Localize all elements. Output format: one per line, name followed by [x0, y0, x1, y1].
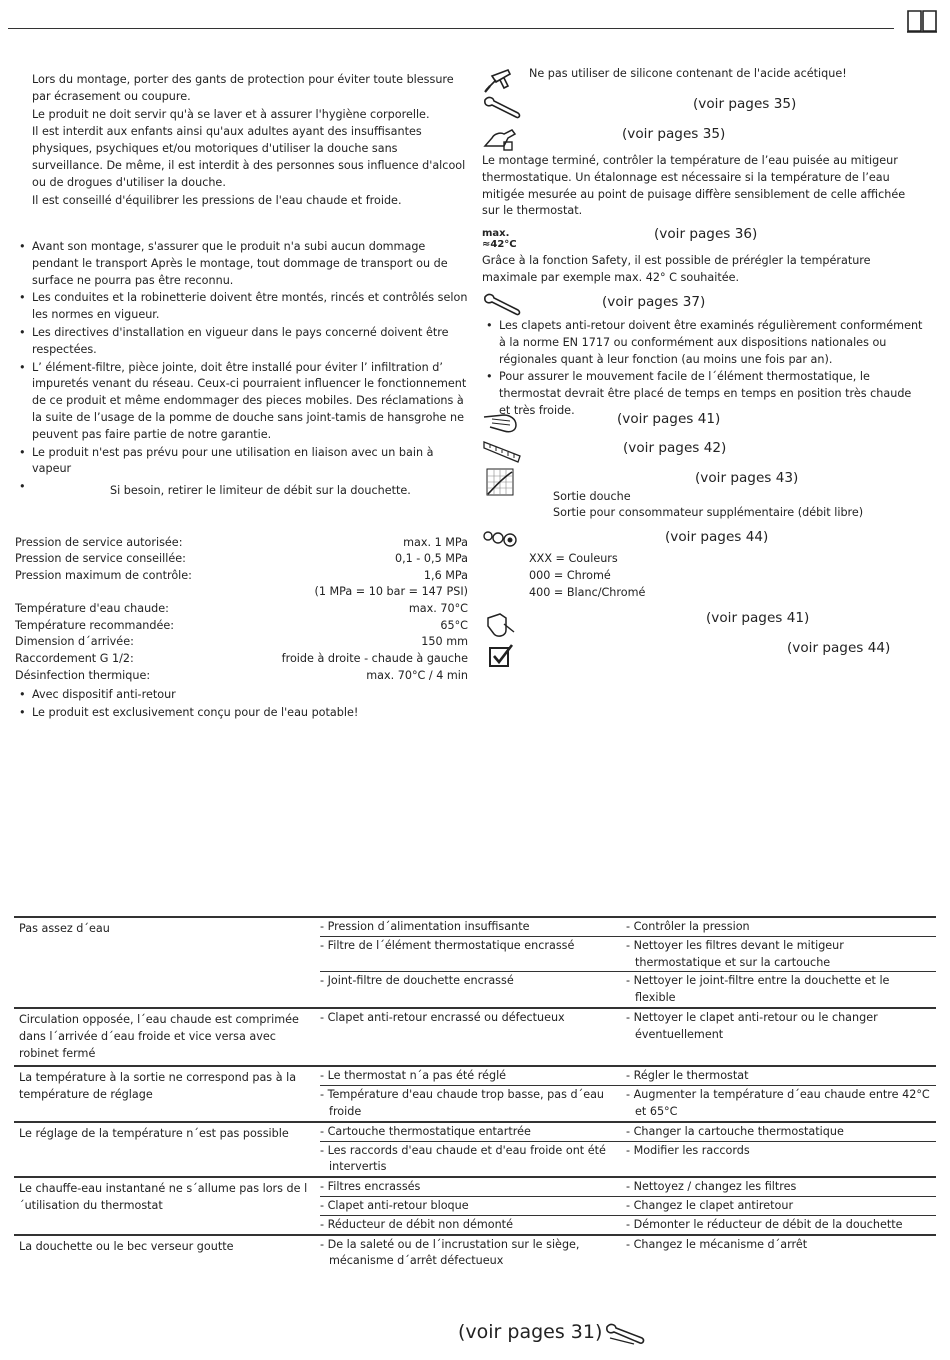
- color-code-list: [529, 551, 645, 601]
- flow-limiter-note: Si besoin, retirer le limiteur de débit sur la douchette.: [110, 484, 411, 497]
- remedy-cell: - Nettoyer le clapet anti-retour ou le changer éventuellement: [626, 1010, 878, 1041]
- sortie-douche: Sortie douche: [553, 490, 631, 503]
- remedy-cell: - Nettoyer le joint-filtre entre la douchette et le flexible: [626, 974, 890, 1005]
- problem-cell: La douchette ou le bec verseur goutte: [19, 1239, 234, 1253]
- maintenance-bullet: • Les clapets anti-retour doivent être examinés régulièrement conformément à la norme EN 1717 ou conformément aux dispositions nationales ou régionales quant à leur fonction (au moins une fois par an).: [483, 318, 923, 368]
- troubleshooting-table: [14, 916, 936, 1270]
- spare-parts-icon: [482, 528, 522, 552]
- table-group: [14, 1234, 936, 1271]
- spec-bullets: [16, 687, 468, 722]
- install-bullet: • Les directives d'installation en vigueur dans le pays concerné doivent être respectées.: [16, 325, 468, 359]
- spec-row: Raccordement G 1/2: froide à droite - chaude à gauche: [15, 652, 468, 665]
- spec-row: Température d'eau chaude: max. 70°C: [15, 602, 468, 615]
- wrench-icon: [482, 292, 522, 318]
- spec-row: Pression maximum de contrôle: 1,6 MPa: [15, 569, 468, 582]
- safety-pressure: Il est conseillé d'équilibrer les pressions de l'eau chaude et froide.: [32, 193, 402, 207]
- remedy-cell: - Changez le mécanisme d´arrêt: [626, 1237, 808, 1251]
- cause-cell: - Filtres encrassés: [320, 1180, 421, 1194]
- flow-diagram-icon: [486, 468, 514, 496]
- spec-row: Désinfection thermique: max. 70°C / 4 min: [15, 669, 468, 682]
- cause-cell: - Pression d´alimentation insuffisante: [320, 920, 530, 933]
- spec-row: Pression de service autorisée: max. 1 MPa: [15, 536, 468, 549]
- cause-cell: - Les raccords d'eau chaude et d'eau froide ont été intervertis: [320, 1143, 606, 1174]
- maintenance-bullet: • Pour assurer le mouvement facile de l´élément thermostatique, le thermostat devrait être placé de temps en temps en position très chaude et très froide.: [483, 369, 923, 419]
- cause-cell: - Réducteur de débit non démonté: [320, 1217, 513, 1231]
- table-row: [320, 1196, 936, 1215]
- safety-children: Il est interdit aux enfants ainsi qu'aux adultes ayant des insuffisantes physiques, psychiques et/ou motoriques d'utiliser la douche sans surveillance. De même, il est interdit à des personnes sous influence d'alcool ou de drogues d'utiliser la douche.: [32, 125, 466, 189]
- remedy-cell: - Démonter le réducteur de débit de la douchette: [626, 1217, 903, 1231]
- spec-bullet: • Le produit est exclusivement conçu pour de l'eau potable!: [16, 705, 468, 722]
- cause-cell: - Cartouche thermostatique entartrée: [320, 1124, 531, 1138]
- install-bullets: [16, 239, 468, 496]
- color-code: 400 = Blanc/Chromé: [529, 585, 646, 599]
- voir-pages-35-a: (voir pages 35): [693, 96, 797, 112]
- problem-cell: Pas assez d´eau: [19, 922, 110, 935]
- ruler-icon: [482, 438, 522, 464]
- table-row: [320, 918, 936, 936]
- cause-cell: - Clapet anti-retour encrassé ou défectueux: [320, 1010, 565, 1024]
- table-group: [14, 1007, 936, 1065]
- hand-adjust-icon: [482, 124, 520, 152]
- table-row: [320, 1178, 936, 1196]
- voir-pages-36: (voir pages 36): [654, 226, 758, 242]
- remedy-cell: - Modifier les raccords: [626, 1143, 750, 1157]
- safety-usage: Le produit ne doit servir qu'à se laver et à assurer l'hygiène corporelle.: [32, 107, 430, 121]
- silicone-gun-icon: [482, 66, 518, 94]
- table-group: [14, 916, 936, 1007]
- spec-bullet: • Avec dispositif anti-retour: [16, 687, 468, 704]
- silicone-warning: Ne pas utiliser de silicone contenant de l'acide acétique!: [529, 67, 847, 80]
- install-bullet: • L’ élément-filtre, pièce jointe, doit être installé pour éviter l’ infiltration d’ impuretés venant du réseau. Ceux-ci pourraient influencer le fonctionnement de ce produit et même endommager des pieces mobiles. Des réclamations à la suite de l’usage de la pomme de douche sans joint-tamis de hansgrohe ne peuvent pas faire partie de notre garantie.: [16, 360, 468, 444]
- sortie-consommateur: Sortie pour consommateur supplémentaire (débit libre): [553, 506, 864, 519]
- voir-pages-37: (voir pages 37): [602, 294, 706, 310]
- color-code: XXX = Couleurs: [529, 552, 618, 565]
- voir-pages-35-b: (voir pages 35): [622, 126, 726, 142]
- remedy-cell: - Nettoyez / changez les filtres: [626, 1180, 797, 1194]
- table-row: [320, 1141, 936, 1177]
- remedy-cell: - Changer la cartouche thermostatique: [626, 1124, 844, 1138]
- safety-notes: [32, 72, 468, 209]
- remedy-cell: - Contrôler la pression: [626, 920, 750, 933]
- remedy-cell: - Nettoyer les filtres devant le mitigeur thermostatique et sur la cartouche: [626, 938, 844, 969]
- checkbox-checked-icon: [488, 644, 514, 668]
- table-row: [320, 1085, 936, 1121]
- voir-pages-42: (voir pages 42): [623, 440, 727, 456]
- remedy-cell: - Régler le thermostat: [626, 1069, 749, 1083]
- spec-row: Température recommandée: 65°C: [15, 619, 468, 632]
- spec-row: Dimension d´arrivée: 150 mm: [15, 635, 468, 648]
- spec-row: (1 MPa = 10 bar = 147 PSI): [314, 585, 468, 598]
- problem-cell: Le chauffe-eau instantané ne s´allume pas lors de l´utilisation du thermostat: [19, 1182, 308, 1212]
- spec-row: Pression de service conseillée: 0,1 - 0,5 MPa: [15, 552, 468, 565]
- table-row: [320, 1236, 936, 1271]
- table-row: [320, 1123, 936, 1141]
- cause-cell: - Clapet anti-retour bloque: [320, 1198, 469, 1212]
- maintenance-bullets: [483, 318, 923, 420]
- cause-cell: - De la saleté ou de l´incrustation sur le siège, mécanisme d´arrêt défectueux: [320, 1237, 580, 1268]
- table-group: [14, 1176, 936, 1233]
- install-bullet: • Les conduites et la robinetterie doivent être montés, rincés et contrôlés selon les normes en vigueur.: [16, 290, 468, 324]
- header-rule: [8, 28, 894, 29]
- table-row: [320, 936, 936, 972]
- voir-pages-44-b: (voir pages 44): [787, 640, 891, 656]
- problem-cell: Le réglage de la température n´est pas possible: [19, 1126, 289, 1140]
- install-bullet: • Le produit n'est pas prévu pour une utilisation en liaison avec un bain à vapeur: [16, 445, 468, 479]
- cause-cell: - Joint-filtre de douchette encrassé: [320, 974, 514, 988]
- safety-gloves: Lors du montage, porter des gants de protection pour éviter toute blessure par écrasement ou coupure.: [32, 73, 454, 103]
- install-bullet: • Avant son montage, s'assurer que le produit n'a subi aucun dommage pendant le transport Après le montage, tout dommage de transport ou de surface ne pourra pas être reconnu.: [16, 239, 468, 289]
- voir-pages-44-a: (voir pages 44): [665, 529, 769, 545]
- remedy-cell: - Changez le clapet antiretour: [626, 1198, 794, 1212]
- table-row: [320, 1067, 936, 1085]
- book-icon: [906, 8, 938, 34]
- cause-cell: - Filtre de l´élément thermostatique encrassé: [320, 938, 575, 952]
- table-group: [14, 1065, 936, 1120]
- remedy-cell: - Augmenter la température d´eau chaude entre 42°C et 65°C: [626, 1088, 930, 1118]
- table-row: [320, 971, 936, 1007]
- cause-cell: - Température d'eau chaude trop basse, pas d´eau froide: [320, 1088, 605, 1118]
- max-temp-icon: max. ≈42°C: [482, 228, 517, 250]
- table-row: [320, 1009, 936, 1044]
- safety-function-text: Grâce à la fonction Safety, il est possible de prérégler la température maximale par exemple max. 42° C souhaitée.: [482, 254, 871, 284]
- problem-cell: La température à la sortie ne correspond pas à la température de réglage: [19, 1071, 297, 1102]
- table-row: [320, 1215, 936, 1234]
- hand-clean-icon: [482, 409, 520, 435]
- wrench-icon: [482, 95, 522, 121]
- cause-cell: - Le thermostat n´a pas été réglé: [320, 1069, 507, 1083]
- problem-cell: Circulation opposée, l´eau chaude est comprimée dans l´arrivée d´eau froide et vice versa avec robinet fermé: [19, 1012, 299, 1060]
- table-group: [14, 1121, 936, 1176]
- calibration-text: Le montage terminé, contrôler la température de l’eau puisée au mitigeur thermostatique. Un étalonnage est nécessaire si la température de l’eau mitigée mesurée au point de puisage diffère sensiblement de celle affichée sur le thermostat.: [482, 154, 906, 218]
- voir-pages-41-b: (voir pages 41): [706, 610, 810, 626]
- voir-pages-41-a: (voir pages 41): [617, 411, 721, 427]
- hand-cleaning-icon: [484, 612, 518, 640]
- voir-pages-43: (voir pages 43): [695, 470, 799, 486]
- wrench-icon: [604, 1322, 646, 1346]
- voir-pages-31: (voir pages 31): [458, 1321, 603, 1343]
- color-code: 000 = Chromé: [529, 568, 611, 582]
